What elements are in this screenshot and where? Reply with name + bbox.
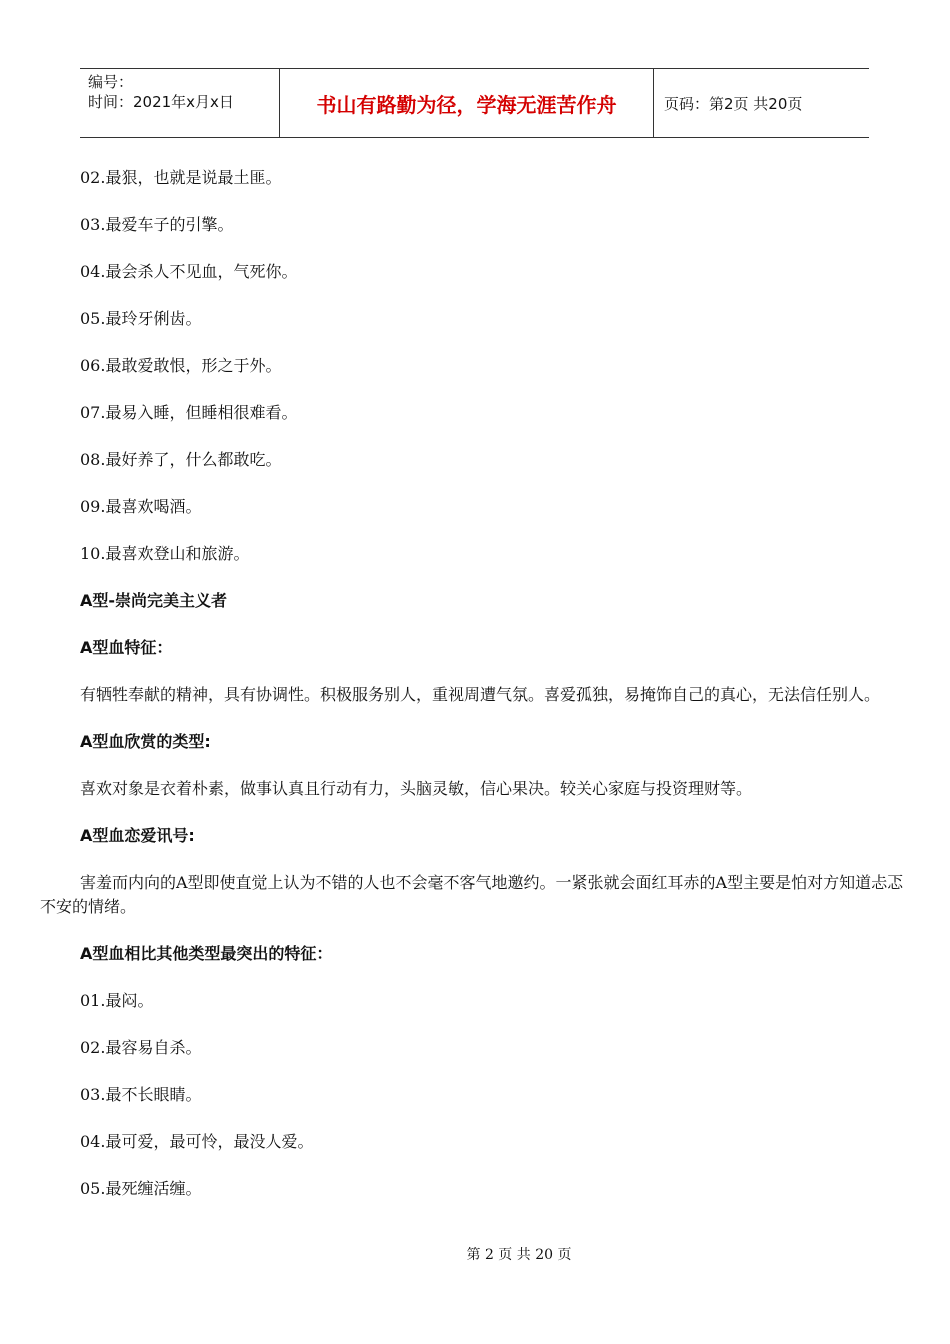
header-page-info: 页码：第2页 共20页 [664,94,803,113]
section-heading: A型血欣赏的类型: [80,732,211,751]
list-item: 01.最闷。 [80,991,154,1010]
list-item: 06.最敢爱敢恨，形之于外。 [80,356,282,375]
document-date: 时间：2021年x月x日 [88,93,234,111]
section-heading: A型血恋爱讯号: [80,826,195,845]
list-item: 10.最喜欢登山和旅游。 [80,544,250,563]
list-item: 03.最不长眼睛。 [80,1085,202,1104]
list-item: 07.最易入睡，但睡相很难看。 [80,403,298,422]
section-heading: A型血特征： [80,638,173,657]
paragraph: 喜欢对象是衣着朴素，做事认真且行动有力，头脑灵敏，信心果决。较关心家庭与投资理财等。 [80,779,753,798]
list-item: 04.最会杀人不见血，气死你。 [80,262,298,281]
section-heading: A型-崇尚完美主义者 [80,591,228,610]
page-header [80,68,869,138]
page-footer: 第 2 页 共 20 页 [466,1247,572,1263]
document-body [40,166,908,1224]
document-number-label: 编号： [88,73,134,91]
header-meta [80,69,280,137]
list-item: 09.最喜欢喝酒。 [80,497,202,516]
header-motto: 书山有路勤为径，学海无涯苦作舟 [280,69,654,137]
list-item: 02.最狠，也就是说最土匪。 [80,168,282,187]
list-item: 02.最容易自杀。 [80,1038,202,1057]
list-item: 03.最爱车子的引擎。 [80,215,234,234]
paragraph: 害羞而内向的A型即使直觉上认为不错的人也不会毫不客气地邀约。一紧张就会面红耳赤的A型主要是怕对方知道忐忑不安的情绪。 [40,873,904,916]
list-item: 05.最死缠活缠。 [80,1179,202,1198]
list-item: 08.最好养了，什么都敢吃。 [80,450,282,469]
section-heading: A型血相比其他类型最突出的特征： [80,944,333,963]
list-item: 04.最可爱，最可怜，最没人爱。 [80,1132,314,1151]
list-item: 05.最玲牙俐齿。 [80,309,202,328]
paragraph: 有牺牲奉献的精神，具有协调性。积极服务别人，重视周遭气氛。喜爱孤独，易掩饰自己的真心，无法信任别人。 [80,685,881,704]
